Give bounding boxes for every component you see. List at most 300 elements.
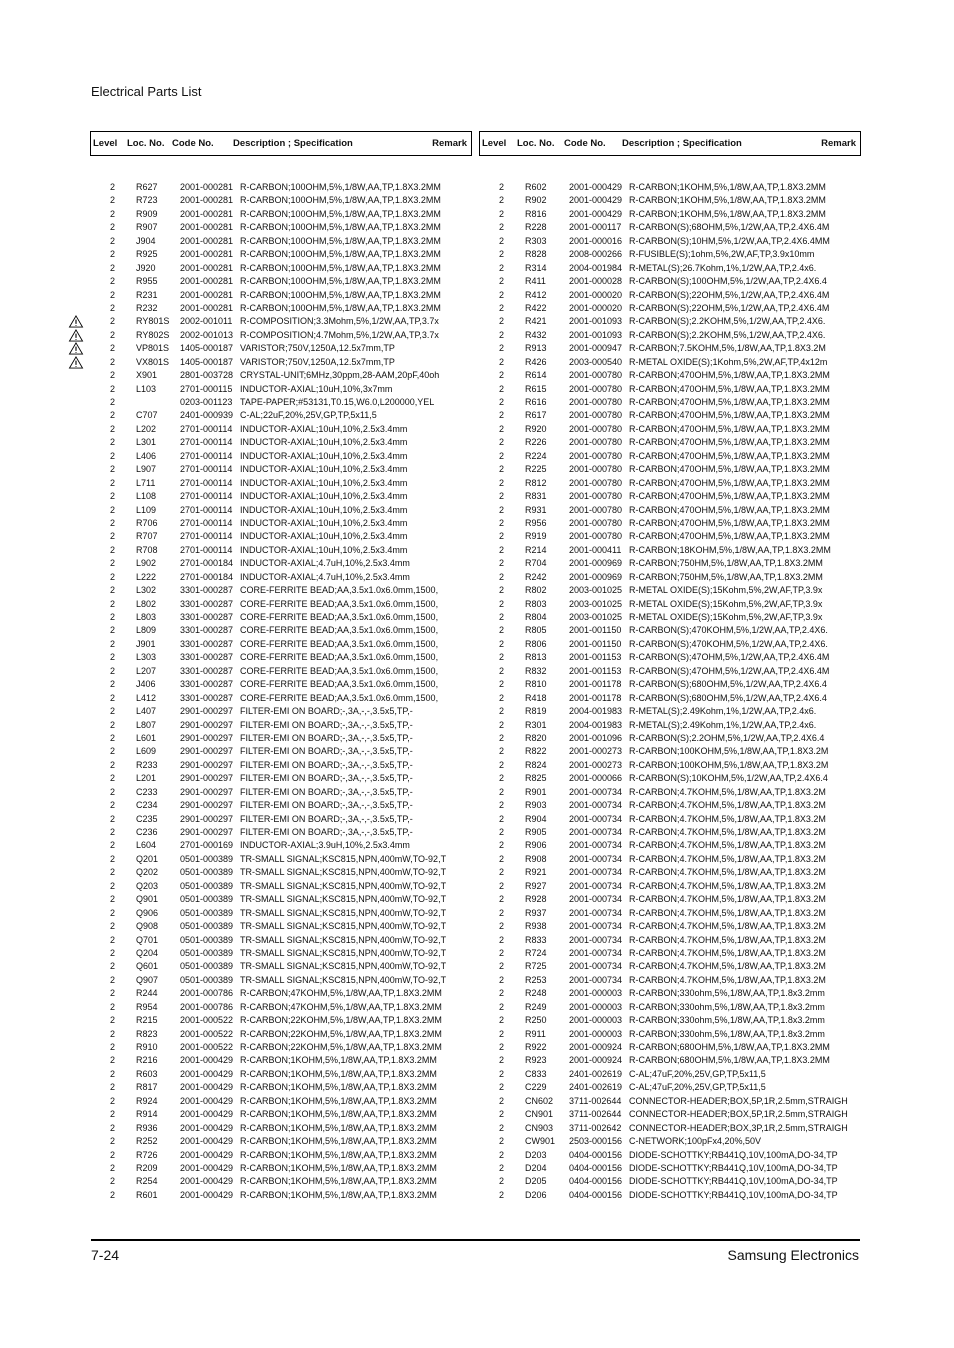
row-description: R-CARBON;100OHM,5%,1/8W,AA,TP,1.8X3.2MM: [240, 276, 441, 287]
row-description: R-CARBON;4.7KOHM,5%,1/8W,AA,TP,1.8X3.2M: [629, 880, 826, 891]
row-level: 2: [110, 988, 116, 999]
row-code-no: 2001-000429: [180, 1082, 234, 1093]
row-description: DIODE-SCHOTTKY;RB441Q,10V,100mA,DO-34,TP: [629, 1162, 838, 1173]
table-row: [479, 624, 861, 637]
row-level: 2: [499, 383, 505, 394]
warning-triangle-icon: [68, 356, 84, 369]
row-description: R-CARBON(S);47OHM,5%,1/2W,AA,TP,2.4X6.4M: [629, 665, 830, 676]
table-row: [479, 235, 861, 248]
table-row: [479, 356, 861, 369]
row-level: 2: [499, 343, 505, 354]
table-row: [90, 678, 472, 691]
row-description: INDUCTOR-AXIAL;10uH,10%,2.5x3.4mm: [240, 491, 408, 502]
row-code-no: 2001-000522: [180, 1015, 234, 1026]
table-row: [90, 557, 472, 570]
table-row: [90, 1081, 472, 1094]
row-loc-no: R921: [525, 867, 547, 878]
row-code-no: 3301-000287: [180, 625, 234, 636]
row-level: 2: [499, 800, 505, 811]
row-loc-no: C234: [136, 800, 158, 811]
row-description: INDUCTOR-AXIAL;10uH,10%,2.5x3.4mm: [240, 423, 408, 434]
row-loc-no: L207: [136, 665, 157, 676]
row-description: R-CARBON;1KOHM,5%,1/8W,AA,TP,1.8X3.2MM: [240, 1149, 437, 1160]
table-row: [479, 1001, 861, 1014]
row-description: R-CARBON;470OHM,5%,1/8W,AA,TP,1.8X3.2MM: [629, 370, 830, 381]
row-description: R-CARBON;100OHM,5%,1/8W,AA,TP,1.8X3.2MM: [240, 182, 441, 192]
row-code-no: 2004-001983: [569, 719, 623, 730]
row-description: R-COMPOSITION;3.3Mohm,5%,1/2W,AA,TP,3.7x: [240, 316, 439, 327]
table-row: [90, 624, 472, 637]
row-loc-no: R615: [525, 383, 547, 394]
row-level: 2: [499, 1001, 505, 1012]
row-loc-no: L407: [136, 706, 157, 717]
row-description: R-METAL OXIDE(S);15Kohm,5%,2W,AF,TP,3.9x: [629, 585, 823, 596]
row-description: TR-SMALL SIGNAL;KSC815,NPN,400mW,TO-92,T: [240, 961, 447, 972]
row-code-no: 1405-000187: [180, 356, 234, 367]
row-code-no: 2901-000297: [180, 827, 234, 837]
row-description: C-NETWORK;100pFx4,20%,50V: [629, 1136, 762, 1147]
row-loc-no: R602: [525, 182, 547, 192]
table-row: [479, 1135, 861, 1148]
row-level: 2: [110, 1095, 116, 1106]
table-row: [479, 1081, 861, 1094]
row-level: 2: [499, 558, 505, 569]
row-level: 2: [499, 786, 505, 797]
row-level: 2: [499, 988, 505, 999]
row-code-no: 2901-000297: [180, 786, 234, 797]
row-code-no: 2004-001984: [569, 262, 623, 273]
row-level: 2: [110, 276, 116, 287]
row-level: 2: [110, 934, 116, 945]
row-level: 2: [499, 894, 505, 905]
row-loc-no: R903: [525, 800, 547, 811]
row-description: TR-SMALL SIGNAL;KSC815,NPN,400mW,TO-92,T: [240, 867, 447, 878]
row-level: 2: [110, 1136, 116, 1147]
row-description: R-CARBON;750HM,5%,1/8W,AA,TP,1.8X3.2MM: [629, 571, 823, 582]
table-row: [90, 987, 472, 1000]
table-row: [479, 289, 861, 302]
row-loc-no: R627: [136, 182, 158, 192]
row-description: INDUCTOR-AXIAL;10uH,10%,2.5x3.4mm: [240, 450, 408, 461]
table-row: [479, 920, 861, 933]
row-code-no: 2701-000184: [180, 571, 234, 582]
row-loc-no: R421: [525, 316, 547, 327]
table-row: [479, 369, 861, 382]
row-code-no: 2001-000734: [569, 800, 623, 811]
row-loc-no: L406: [136, 450, 157, 461]
row-description: R-CARBON;470OHM,5%,1/8W,AA,TP,1.8X3.2MM: [629, 397, 830, 407]
row-loc-no: R214: [525, 544, 547, 555]
row-level: 2: [499, 504, 505, 515]
table-row: [90, 584, 472, 597]
row-description: CORE-FERRITE BEAD;AA,3.5x1.0x6.0mm,1500,: [240, 598, 439, 609]
table-row: [90, 759, 472, 772]
row-code-no: 2001-000780: [569, 370, 623, 381]
table-row: [479, 799, 861, 812]
table-row: [90, 262, 472, 275]
table-row: [479, 880, 861, 893]
table-row: [479, 893, 861, 906]
row-loc-no: Q601: [136, 961, 159, 972]
table-row: [90, 1054, 472, 1067]
row-code-no: 2003-001025: [569, 598, 623, 609]
row-level: 2: [110, 1109, 116, 1120]
row-level: 2: [499, 665, 505, 676]
row-level: 2: [110, 329, 116, 340]
row-loc-no: L609: [136, 746, 157, 757]
table-row: [479, 1068, 861, 1081]
row-loc-no: R254: [136, 1176, 158, 1187]
row-description: R-CARBON;100OHM,5%,1/8W,AA,TP,1.8X3.2MM: [240, 302, 441, 313]
row-description: R-CARBON;1KOHM,5%,1/8W,AA,TP,1.8X3.2MM: [629, 195, 826, 206]
row-code-no: 2901-000297: [180, 813, 234, 824]
row-code-no: 2001-000969: [569, 571, 623, 582]
row-loc-no: R723: [136, 195, 158, 206]
header-remark: Remark: [432, 138, 467, 149]
table-row: [479, 436, 861, 449]
row-loc-no: D206: [525, 1189, 547, 1200]
row-description: R-CARBON;1KOHM,5%,1/8W,AA,TP,1.8X3.2MM: [240, 1189, 437, 1200]
row-code-no: 2701-000114: [180, 423, 233, 434]
table-row: [479, 665, 861, 678]
table-row: [90, 934, 472, 947]
table-row: [90, 463, 472, 476]
row-code-no: 3711-002642: [569, 1122, 622, 1133]
table-row: [90, 490, 472, 503]
row-description: INDUCTOR-AXIAL;10uH,10%,2.5x3.4mm: [240, 464, 408, 475]
row-description: R-CARBON;22KOHM,5%,1/8W,AA,TP,1.8X3.2MM: [240, 1042, 442, 1052]
row-code-no: 2001-000780: [569, 531, 623, 542]
row-loc-no: C236: [136, 827, 158, 837]
table-row: [479, 759, 861, 772]
row-description: R-CARBON;1KOHM,5%,1/8W,AA,TP,1.8X3.2MM: [240, 1068, 437, 1079]
row-code-no: 2001-000780: [569, 477, 623, 488]
row-code-no: 2701-000184: [180, 558, 234, 569]
row-level: 2: [110, 222, 116, 233]
table-row: [90, 611, 472, 624]
row-loc-no: L802: [136, 598, 157, 609]
row-level: 2: [499, 329, 505, 340]
row-loc-no: R802: [525, 585, 547, 596]
row-level: 2: [110, 531, 116, 542]
row-code-no: 2001-000281: [180, 289, 234, 300]
row-code-no: 2701-000114: [180, 517, 233, 528]
row-description: R-CARBON(S);2.2KOHM,5%,1/2W,AA,TP,2.4X6.: [629, 329, 826, 340]
table-row: [479, 181, 861, 194]
row-description: R-CARBON;4.7KOHM,5%,1/8W,AA,TP,1.8X3.2M: [629, 894, 826, 905]
row-code-no: 2001-001153: [569, 652, 622, 663]
row-description: R-CARBON;470OHM,5%,1/8W,AA,TP,1.8X3.2MM: [629, 410, 830, 421]
row-code-no: 0501-000389: [180, 867, 234, 878]
row-loc-no: R253: [525, 974, 547, 985]
row-description: R-CARBON;1KOHM,5%,1/8W,AA,TP,1.8X3.2MM: [629, 182, 826, 192]
row-code-no: 0501-000389: [180, 894, 234, 905]
row-description: R-CARBON;470OHM,5%,1/8W,AA,TP,1.8X3.2MM: [629, 450, 830, 461]
table-row: [90, 383, 472, 396]
row-level: 2: [499, 706, 505, 717]
row-code-no: 0203-001123: [180, 397, 233, 407]
table-row: [479, 1175, 861, 1188]
table-row: [479, 262, 861, 275]
row-description: R-CARBON;100OHM,5%,1/8W,AA,TP,1.8X3.2MM: [240, 208, 441, 219]
row-loc-no: L601: [136, 732, 157, 743]
table-row: [90, 396, 472, 409]
row-level: 2: [499, 571, 505, 582]
table-row: [90, 786, 472, 799]
row-loc-no: L902: [136, 558, 157, 569]
row-loc-no: L301: [136, 437, 157, 448]
row-level: 2: [499, 907, 505, 918]
table-row: [479, 1122, 861, 1135]
row-loc-no: Q907: [136, 974, 159, 985]
row-loc-no: Q901: [136, 894, 159, 905]
row-level: 2: [499, 464, 505, 475]
table-row: [90, 289, 472, 302]
row-code-no: 2901-000297: [180, 746, 234, 757]
row-level: 2: [110, 1001, 116, 1012]
row-level: 2: [499, 356, 505, 367]
row-loc-no: Q701: [136, 934, 159, 945]
row-level: 2: [110, 652, 116, 663]
row-level: 2: [110, 947, 116, 958]
row-level: 2: [110, 370, 116, 381]
row-description: R-CARBON;470OHM,5%,1/8W,AA,TP,1.8X3.2MM: [629, 477, 830, 488]
row-level: 2: [110, 706, 116, 717]
table-row: [479, 450, 861, 463]
row-description: R-COMPOSITION;4.7Mohm,5%,1/2W,AA,TP,3.7x: [240, 329, 439, 340]
row-loc-no: R919: [525, 531, 547, 542]
row-loc-no: R928: [525, 894, 547, 905]
row-level: 2: [499, 1028, 505, 1039]
table-row: [479, 839, 861, 852]
table-row: [90, 329, 472, 342]
row-code-no: 0404-000156: [569, 1189, 623, 1200]
row-description: R-CARBON;470OHM,5%,1/8W,AA,TP,1.8X3.2MM: [629, 437, 830, 448]
row-loc-no: R303: [525, 235, 547, 246]
table-row: [479, 571, 861, 584]
row-description: TR-SMALL SIGNAL;KSC815,NPN,400mW,TO-92,T: [240, 894, 447, 905]
row-code-no: 3301-000287: [180, 665, 234, 676]
row-code-no: 2001-000780: [569, 423, 623, 434]
row-code-no: 2001-000003: [569, 1015, 623, 1026]
row-loc-no: R816: [525, 208, 547, 219]
row-description: R-CARBON;4.7KOHM,5%,1/8W,AA,TP,1.8X3.2M: [629, 800, 826, 811]
table-row: [479, 866, 861, 879]
row-loc-no: R231: [136, 289, 158, 300]
row-level: 2: [110, 907, 116, 918]
row-loc-no: VX801S: [136, 356, 170, 367]
row-code-no: 2001-000281: [180, 235, 234, 246]
row-description: CORE-FERRITE BEAD;AA,3.5x1.0x6.0mm,1500,: [240, 665, 439, 676]
row-code-no: 2001-000734: [569, 961, 623, 972]
row-description: R-CARBON(S);100OHM,5%,1/2W,AA,TP,2.4X6.4: [629, 276, 827, 287]
row-description: R-CARBON;100KOHM,5%,1/8W,AA,TP,1.8X3.2M: [629, 746, 829, 757]
row-level: 2: [499, 813, 505, 824]
row-level: 2: [499, 544, 505, 555]
row-code-no: 2001-001178: [569, 692, 622, 703]
row-level: 2: [499, 827, 505, 837]
row-level: 2: [499, 598, 505, 609]
row-description: R-CARBON;470OHM,5%,1/8W,AA,TP,1.8X3.2MM: [629, 504, 830, 515]
table-row: [479, 383, 861, 396]
table-row: [90, 799, 472, 812]
row-loc-no: R242: [525, 571, 547, 582]
row-description: TR-SMALL SIGNAL;KSC815,NPN,400mW,TO-92,T: [240, 880, 447, 891]
row-description: CONNECTOR-HEADER;BOX,3P,1R,2.5mm,STRAIGH: [629, 1122, 848, 1133]
row-level: 2: [499, 679, 505, 690]
row-code-no: 1405-000187: [180, 343, 234, 354]
row-loc-no: RY801S: [136, 316, 170, 327]
row-level: 2: [499, 491, 505, 502]
row-description: R-CARBON;470OHM,5%,1/8W,AA,TP,1.8X3.2MM: [629, 517, 830, 528]
row-level: 2: [499, 1189, 505, 1200]
table-row: [479, 813, 861, 826]
row-description: R-METAL OXIDE(S);15Kohm,5%,2W,AF,TP,3.9x: [629, 598, 823, 609]
row-description: TR-SMALL SIGNAL;KSC815,NPN,400mW,TO-92,T: [240, 853, 447, 864]
table-row: [90, 571, 472, 584]
row-description: R-METAL OXIDE(S);15Kohm,5%,2W,AF,TP,3.9x: [629, 612, 823, 622]
row-level: 2: [110, 356, 116, 367]
table-row: [90, 342, 472, 355]
row-level: 2: [499, 222, 505, 233]
row-code-no: 2001-000020: [569, 289, 623, 300]
row-code-no: 2701-000114: [180, 464, 233, 475]
table-row: [90, 235, 472, 248]
row-loc-no: R817: [136, 1082, 158, 1093]
row-code-no: 2001-001150: [569, 638, 622, 649]
row-description: R-CARBON;470OHM,5%,1/8W,AA,TP,1.8X3.2MM: [629, 491, 830, 502]
row-level: 2: [110, 195, 116, 206]
row-code-no: 0501-000389: [180, 907, 234, 918]
row-description: R-CARBON;100KOHM,5%,1/8W,AA,TP,1.8X3.2M: [629, 759, 829, 770]
row-code-no: 2001-000429: [180, 1109, 234, 1120]
header-code-no: Code No.: [172, 138, 214, 149]
table-row: [479, 504, 861, 517]
row-level: 2: [110, 1149, 116, 1160]
row-description: INDUCTOR-AXIAL;10uH,10%,2.5x3.4mm: [240, 517, 408, 528]
row-loc-no: R250: [525, 1015, 547, 1026]
row-loc-no: Q202: [136, 867, 159, 878]
row-description: R-CARBON;100OHM,5%,1/8W,AA,TP,1.8X3.2MM: [240, 222, 441, 233]
row-level: 2: [110, 544, 116, 555]
row-code-no: 2701-000115: [180, 383, 233, 394]
row-loc-no: R904: [525, 813, 547, 824]
row-description: R-CARBON;330ohm,5%,1/8W,AA,TP,1.8x3.2mm: [629, 1028, 825, 1039]
row-description: CORE-FERRITE BEAD;AA,3.5x1.0x6.0mm,1500,: [240, 585, 439, 596]
table-row: [90, 1001, 472, 1014]
row-loc-no: R228: [525, 222, 547, 233]
row-loc-no: R910: [136, 1042, 158, 1052]
row-code-no: 2001-000429: [180, 1149, 234, 1160]
table-row: [479, 463, 861, 476]
row-level: 2: [499, 652, 505, 663]
row-loc-no: R805: [525, 625, 547, 636]
row-description: C-AL;22uF,20%,25V,GP,TP,5x11,5: [240, 410, 377, 421]
table-row: [90, 638, 472, 651]
row-level: 2: [499, 450, 505, 461]
row-level: 2: [110, 491, 116, 502]
table-row: [479, 490, 861, 503]
row-description: R-METAL(S);26.7Kohm,1%,1/2W,AA,TP,2.4x6.: [629, 262, 817, 273]
row-level: 2: [110, 1068, 116, 1079]
row-description: FILTER-EMI ON BOARD;-,3A,-,-,3.5x5,TP,-: [240, 813, 413, 824]
row-description: R-CARBON(S);68OHM,5%,1/2W,AA,TP,2.4X6.4M: [629, 222, 830, 233]
row-code-no: 2001-000780: [569, 491, 623, 502]
table-row: [479, 194, 861, 207]
row-code-no: 2901-000297: [180, 719, 234, 730]
row-loc-no: J904: [136, 235, 156, 246]
row-level: 2: [110, 410, 116, 421]
row-loc-no: VP801S: [136, 343, 170, 354]
row-level: 2: [499, 370, 505, 381]
table-row: [90, 920, 472, 933]
row-code-no: 2001-000003: [569, 1001, 623, 1012]
table-row: [90, 960, 472, 973]
row-code-no: 2001-000786: [180, 1001, 234, 1012]
table-row: [479, 1108, 861, 1121]
row-loc-no: CN901: [525, 1109, 554, 1120]
row-description: R-CARBON;1KOHM,5%,1/8W,AA,TP,1.8X3.2MM: [240, 1136, 437, 1147]
row-level: 2: [499, 719, 505, 730]
row-level: 2: [499, 880, 505, 891]
table-row: [479, 396, 861, 409]
row-description: FILTER-EMI ON BOARD;-,3A,-,-,3.5x5,TP,-: [240, 800, 413, 811]
row-loc-no: R937: [525, 907, 547, 918]
row-code-no: 2001-000734: [569, 934, 623, 945]
table-row: [479, 1054, 861, 1067]
row-description: FILTER-EMI ON BOARD;-,3A,-,-,3.5x5,TP,-: [240, 786, 413, 797]
header-description: Description ; Specification: [622, 138, 742, 149]
row-loc-no: L711: [136, 477, 156, 488]
row-description: R-CARBON;470OHM,5%,1/8W,AA,TP,1.8X3.2MM: [629, 464, 830, 475]
table-row: [479, 329, 861, 342]
row-loc-no: R412: [525, 289, 547, 300]
row-description: R-CARBON;4.7KOHM,5%,1/8W,AA,TP,1.8X3.2M: [629, 961, 826, 972]
row-loc-no: L302: [136, 585, 157, 596]
table-row: [90, 1028, 472, 1041]
table-row: [479, 1095, 861, 1108]
row-level: 2: [499, 208, 505, 219]
row-level: 2: [110, 517, 116, 528]
row-loc-no: L109: [136, 504, 157, 515]
table-row: [90, 665, 472, 678]
table-row: [479, 530, 861, 543]
row-code-no: 2001-000780: [569, 464, 623, 475]
table-row: [90, 866, 472, 879]
table-row: [90, 208, 472, 221]
row-code-no: 2001-000522: [180, 1028, 234, 1039]
header-code-no: Code No.: [564, 138, 606, 149]
table-row: [90, 893, 472, 906]
table-row: [90, 732, 472, 745]
table-row: [90, 974, 472, 987]
table-row: [479, 907, 861, 920]
table-row: [479, 423, 861, 436]
row-level: 2: [110, 249, 116, 260]
row-level: 2: [499, 974, 505, 985]
row-loc-no: R209: [136, 1162, 158, 1173]
table-row: [479, 477, 861, 490]
row-loc-no: R819: [525, 706, 547, 717]
row-level: 2: [110, 746, 116, 757]
row-loc-no: R216: [136, 1055, 158, 1066]
row-description: R-CARBON;47KOHM,5%,1/8W,AA,TP,1.8X3.2MM: [240, 1001, 442, 1012]
row-description: FILTER-EMI ON BOARD;-,3A,-,-,3.5x5,TP,-: [240, 773, 413, 784]
row-description: R-CARBON;330ohm,5%,1/8W,AA,TP,1.8x3.2mm: [629, 1001, 825, 1012]
row-code-no: 2001-000281: [180, 249, 234, 260]
row-description: INDUCTOR-AXIAL;10uH,10%,2.5x3.4mm: [240, 531, 408, 542]
row-loc-no: R824: [525, 759, 547, 770]
